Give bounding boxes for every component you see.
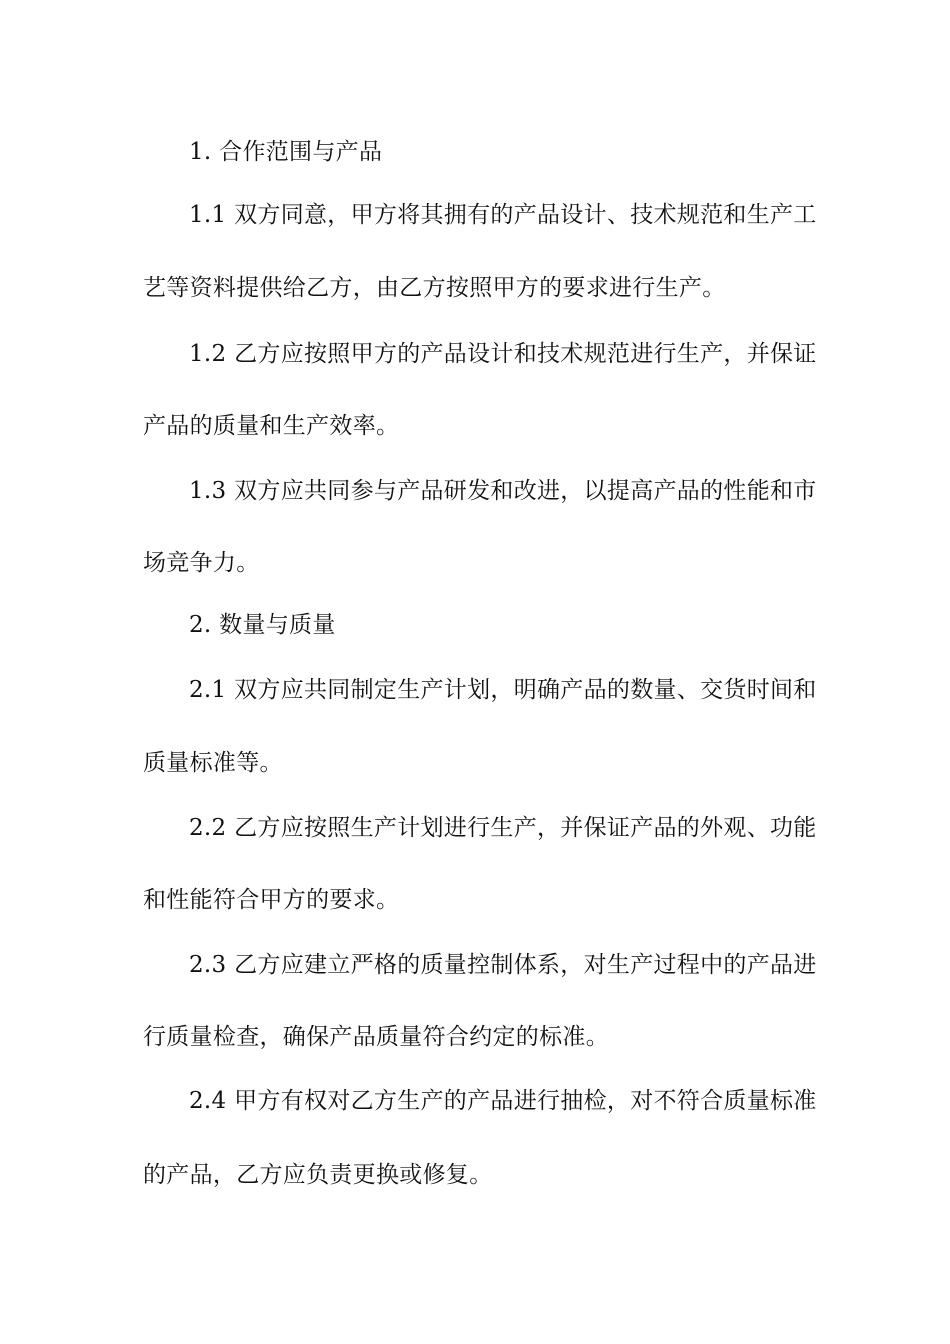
section-heading-2: 2. 数量与质量 xyxy=(189,612,336,638)
clause-1-3-line-1: 1.3 双方应共同参与产品研发和改进，以提高产品的性能和市 xyxy=(189,478,817,504)
clause-2-3-line-2: 行质量检查，确保产品质量符合约定的标准。 xyxy=(143,1024,609,1050)
clause-1-1-line-2: 艺等资料提供给乙方，由乙方按照甲方的要求进行生产。 xyxy=(143,275,726,301)
clause-2-2-line-1: 2.2 乙方应按照生产计划进行生产，并保证产品的外观、功能 xyxy=(189,815,817,841)
clause-2-3-line-1: 2.3 乙方应建立严格的质量控制体系，对生产过程中的产品进 xyxy=(189,952,817,978)
clause-1-3-line-2: 场竞争力。 xyxy=(143,550,260,576)
clause-1-1-line-1: 1.1 双方同意，甲方将其拥有的产品设计、技术规范和生产工 xyxy=(189,202,817,228)
clause-2-1-line-2: 质量标准等。 xyxy=(143,750,283,776)
clause-2-1-line-1: 2.1 双方应共同制定生产计划，明确产品的数量、交货时间和 xyxy=(189,677,817,703)
clause-2-4-line-2: 的产品，乙方应负责更换或修复。 xyxy=(143,1162,493,1188)
clause-2-4-line-1: 2.4 甲方有权对乙方生产的产品进行抽检，对不符合质量标准 xyxy=(189,1088,817,1114)
clause-2-2-line-2: 和性能符合甲方的要求。 xyxy=(143,887,400,913)
clause-1-2-line-2: 产品的质量和生产效率。 xyxy=(143,413,400,439)
section-heading-1: 1. 合作范围与产品 xyxy=(189,139,383,165)
clause-1-2-line-1: 1.2 乙方应按照甲方的产品设计和技术规范进行生产，并保证 xyxy=(189,341,817,367)
